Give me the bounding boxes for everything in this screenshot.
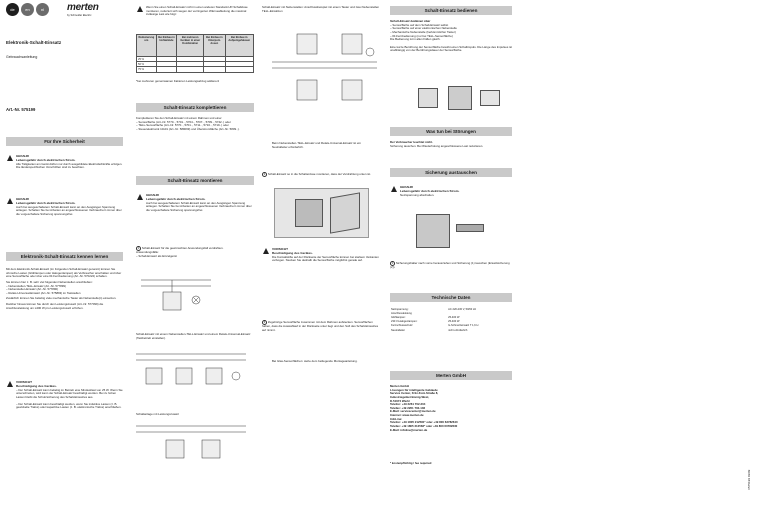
list-item: – Mechanische Nebenstelle (herkömmlicher Taster) — [390, 31, 512, 35]
company-address — [390, 385, 512, 432]
brand-sub: by Schneider Electric — [67, 13, 92, 17]
step-text: Schalt-Einsatz für die gewünschten Anwendungsfall verdrahten. — [141, 246, 224, 250]
danger-subtitle: Lebensgefahr durch elektrischen Strom. — [16, 200, 76, 205]
brand-name: merten — [67, 2, 99, 13]
tech-label: Neutralleiter — [391, 328, 405, 332]
danger-text: Netzspannung abschalten. — [400, 192, 435, 197]
complete-section — [136, 117, 254, 132]
danger-subtitle: Lebensgefahr durch elektrischen Strom. — [400, 188, 460, 193]
tech-heading: Technische Daten — [390, 293, 512, 302]
table-cell — [225, 67, 253, 72]
table-row — [137, 67, 254, 72]
side-code: V575199 03/09 — [747, 469, 751, 490]
step-text: Zugehörige Sensorfläche zusammen mit dem Rahmen aufstecken. Sensorflächen haben, dass die Auswahlauf in der Rückseite unter liegt und den Soft des Schalt-Einsatzes auf nimmt. — [262, 320, 379, 332]
step-2 — [136, 333, 254, 340]
table-cell — [156, 67, 177, 72]
danger-title: GEFAHR — [400, 185, 413, 189]
step-subtext: Anwendungsfälle: — [136, 250, 159, 254]
step-text: Schalt-Einsatz so in die Schalterdose montieren, dass der Verdrahtung unten ist. — [267, 172, 371, 176]
caution-notice — [6, 381, 123, 410]
mount-danger-notice — [136, 194, 254, 213]
tech-value: nicht erforderlich — [448, 328, 468, 332]
operate-list — [390, 24, 512, 39]
fault-section — [390, 141, 512, 148]
danger-text: Auch bei ausgeschaltetem Schalt-Einsatz kann an den Ausgängen Spannung anliegen. Schalten Sie bei Arbeiten an angeschlossenen Verbrauchern immer über die vorgeschaltete Sicherung spannungsfrei. — [16, 204, 122, 216]
danger-subtitle: Lebensgefahr durch elektrischen Strom. — [146, 196, 206, 201]
tech-value: 25-400 W — [448, 315, 460, 319]
danger-notice-1 — [6, 155, 123, 170]
know-list — [6, 285, 123, 296]
danger-text: Auch bei ausgeschaltetem Schalt-Einsatz kann an den Ausgängen Spannung anliegen. Schalten Sie bei Arbeiten an angeschlossenen Verbrauchern immer über die vorgeschaltete Sicherung spannungsfrei. — [146, 200, 252, 212]
tech-table — [390, 307, 512, 332]
caution-notice-col3 — [262, 248, 382, 263]
list-item: – Relais-Universal-Einsatz (Art.-Nr. 575893) im Taststellen — [6, 292, 123, 296]
caution-list — [16, 389, 123, 410]
wiring-diagram-power-boost — [136, 422, 254, 472]
tech-label: 230 V-Halogenlampen: — [391, 320, 418, 324]
know-section — [6, 268, 123, 310]
list-item: – IR-Fernbedienung (nur bei TELL-Sensorfläche) — [390, 35, 512, 39]
wiring-diagram-extension — [136, 350, 254, 400]
mounting-illustration — [274, 188, 369, 238]
address-line: D-51674 Wiehl — [390, 398, 410, 403]
step-number-icon: 1 — [391, 262, 394, 265]
page-title: Elektronik-Schalt-Einsatz — [6, 40, 62, 45]
neutral-note: Beim Nebenstellen-TELL-Einsatz und Relais-Universal-Einsatz ist ein Neutralleiter erforderlich. — [272, 141, 361, 149]
glass-note: Bei Glas-Sensorflächen: siehe dem beiliegende Montageanleitung. — [272, 359, 358, 363]
operate-subtitle: Schalt-Einsatz bedienen über — [390, 19, 431, 23]
warning-icon — [7, 198, 13, 204]
fuse-illustration — [408, 212, 493, 252]
operate-heading: Schalt-Einsatz bedienen — [390, 6, 512, 15]
fee-footnote: * kostenpflichtig / fee required — [390, 461, 432, 465]
address-line: Telefon: +49 1805 212581* oder +49 800 63782640 — [390, 420, 458, 425]
list-item: – Nebenstellen-Einsatz (Art.-Nr. 577890) — [6, 288, 123, 292]
step-text: Sicherungshalter nach vorne herausziehen und Sicherung (1) tauschen (Ersatzsicherung (2)). — [390, 261, 510, 269]
tech-value: G-Schmelzeinsatz T 1,6 H — [448, 324, 479, 328]
step-number-icon: 2 — [263, 173, 266, 176]
address-line: E-Mail: infoline@merten.de — [390, 427, 428, 432]
address-line: InfoLine: — [390, 416, 403, 421]
step-number-icon: 3 — [263, 321, 266, 324]
wiring-diagram-tell — [262, 22, 382, 112]
table-row — [390, 328, 512, 332]
list-item: – Der Schalt-Einsatz kann beliebig im Betrieb eine Mindestlast von 25 W. Wenn Sie unterschreiten, wird kann der Schalt-Einsatz beschädigt werden. Bei zu hohen Lasten bleibt die Schutzsicherung des Schalt-Einsatzes aus. — [16, 389, 123, 400]
danger-text: Alle Tätigkeiten am Gerät dürfen nur durch ausgebildete Elektrofachkräfte erfolgen. Die länderspezifischen Vorschriften sind zu beachten. — [16, 161, 123, 170]
list-item: – Sensorfläche auf dem Schalt-Einsatz selbst — [390, 24, 512, 28]
address-line: Telefax: +49 1805 212582* oder +49 800 63782630 — [390, 423, 458, 428]
step-text: Schalt-Einsatz mit Nebenstellen: Anschlussbeispiel mit einem Taster und zwei Nebenstellen TELL-Einsätzen — [262, 5, 380, 13]
fault-heading: Was tun bei Störungen — [390, 127, 512, 136]
table-cell — [177, 67, 204, 72]
list-item: – Schalt-Einsatz als Einzelgerät — [136, 255, 254, 259]
table-cell: 75 % — [137, 67, 157, 72]
column-header: Bei mehreren Geräten in einer Kombination — [177, 35, 204, 57]
fuse-heading: Sicherung austauschen — [390, 168, 512, 177]
know-text-1: Mit dem Elektronik-Schalt-Einsatz (im Folgenden Schalt-Einsatz genannt) können Sie ohmsche Lasten (Glühlampen oder Halogenlampen) als Verbraucher anschalten und über eine Sensorfläche oder über eine IR-Fernbedienung (Art.-Nr. 570222) schalten. — [6, 267, 122, 279]
danger-notice-2 — [6, 198, 123, 217]
column-header: Reduzierung um — [137, 35, 157, 57]
danger-title: GEFAHR — [146, 193, 159, 197]
company-heading: Merten GmbH — [390, 371, 512, 380]
list-item: – TELL-Sensorfläche (Art.-Nr. 5770.., 5701.., 5711.., 5716.., 5719..) oder — [136, 124, 254, 128]
address-line: Service Center, Fritz-Kotz-Straße 8, — [390, 391, 439, 396]
table-header-row — [137, 35, 254, 57]
step-3 — [136, 413, 254, 417]
table-cell — [204, 67, 225, 72]
list-item: – Sensorfläche auf einer elektronischen Nebenstelle — [390, 27, 512, 31]
caution-subtitle: Beschädigung des Gerätes. — [16, 383, 57, 388]
intro-text: Wenn Sie einen Schalt-Einsatz nicht in einen anderen Standard-UP-Schaltdose montieren, reduziert sich wegen der verringerten Wärmeableitung die maximal zulässige Last wie folgt: — [146, 5, 248, 17]
operate-text: Eine kurze Berührung der Sensorfläche bewirkt einen Schaltimpuls. Die Länge des Impulses ist unabhängig von der Berührungsdauer der Sensorfläche. — [390, 44, 512, 53]
caution-title: VORSICHT — [16, 380, 32, 384]
complete-list — [136, 121, 254, 132]
warning-icon — [7, 381, 13, 387]
caution-text: Die Kontaktstifte auf der Rückseite der Sensorfläche können bei starkem Verkanten verbogen. Stecken Sie deshalb die Sensorfläche möglichst gerade auf. — [272, 254, 379, 263]
list-item: – Der Schalt-Einsatz kann beschädigt werden, wenn Sie induktive Lasten (z. B. gewickelte Trafos) oder kapazitive Lasten (z. B. elektronische Trafos) anschließen. — [16, 403, 123, 410]
list-item: – Nebenstellen-TELL-Einsatz (Art.-Nr. 577899) — [6, 285, 123, 289]
column-1 — [6, 0, 123, 513]
tech-label: Kurzschlussschutz: — [391, 324, 414, 328]
warning-icon — [137, 194, 143, 200]
warning-icon — [7, 155, 13, 161]
fuse-danger-notice — [390, 186, 512, 197]
tech-label: Netzspannung: — [391, 307, 409, 311]
caution-subtitle: Beschädigung des Gerätes. — [272, 250, 313, 255]
table-cell: 50 % — [137, 62, 157, 67]
tech-value: AC 220-230 V, 50/60 Hz — [448, 307, 477, 311]
know-heading: Elektronik-Schalt-Einsatz kennen lernen — [6, 252, 123, 261]
list-item: – Sensorfläche (Art.-Nr. 5770.., 5701.., 5704.., 5707.., 5709.., 5742..) oder — [136, 121, 254, 125]
address-line: E-Mail: servicecenter@merten.de — [390, 409, 436, 414]
language-switcher — [6, 3, 51, 16]
complete-text: Komplettieren Sie den Schalt-Einsatz mit einem Rahmen und einer — [136, 116, 222, 120]
column-header: Bei Einbau in Hohlwände — [156, 35, 177, 57]
table-footnote: *bei mehreren gemeinsamen Faktoren Leistungsabzug addieren! — [136, 79, 220, 83]
danger-title: GEFAHR — [16, 154, 29, 158]
column-2 — [136, 0, 254, 513]
danger-subtitle: Lebensgefahr durch elektrischen Strom. — [16, 157, 76, 162]
address-line: Industriegebiet Bomig-West, — [390, 394, 430, 399]
mount-heading: Schalt-Einsatz montieren — [136, 176, 254, 185]
list-item: – Steuerelektronik 10x01 (Art.-Nr. 589099) und Überstromfläche (Art.-Nr. 5809..). — [136, 128, 254, 132]
column-header: Bei Einbau in Unterputz-dosen — [204, 35, 225, 57]
brand-logo — [67, 2, 117, 17]
tech-label: Anschlussleistung — [391, 311, 412, 315]
warning-icon — [391, 186, 397, 192]
warning-icon — [263, 248, 269, 254]
address-line: Internet: www.merten.de — [390, 413, 424, 417]
step-text: Schalt-Einsatz mit einem Nebenstellen-TELL-Einsatz und einem Relais-Universal-Einsatz (Tastbetrieb einstellen). — [136, 332, 251, 340]
column-header: Bei Einbau in Aufputzgehäusen — [225, 35, 253, 57]
lang-de-button[interactable]: de — [6, 3, 19, 16]
know-text-2: Sie können hier z. B. sehr viel folgenden Nebenstellen anschließen: — [6, 279, 93, 284]
fault-text: Sicherung tauschen. Bei Wiederholung angeschlossene Last reduzieren. — [390, 143, 484, 148]
operate-note: Die Bedienung ist in allen Fällen gleich. — [390, 37, 441, 42]
warning-icon — [137, 6, 143, 12]
complete-heading: Schalt-Einsatz komplettieren — [136, 103, 254, 112]
address-line: Merten GmbH — [390, 384, 409, 388]
column-4 — [390, 0, 512, 513]
reduction-table — [136, 34, 254, 73]
step-text: Schaltanlage mit Leistungszusatz — [136, 412, 179, 416]
step-number-icon: 1 — [137, 247, 140, 250]
wiring-diagram-single — [141, 276, 221, 316]
address-line: Telefax: +49 2261 702-136 — [390, 405, 426, 410]
tech-value: 25-400 W — [448, 320, 460, 324]
table-cell: 25 % — [137, 57, 157, 62]
lang-nl-button[interactable]: nl — [36, 3, 49, 16]
caution-title: VORSICHT — [272, 247, 288, 251]
operate-section — [390, 20, 512, 53]
know-text-3: Zusätzlich können Sie beliebig viele mechanische Taster als Nebenstelle(n) einsetzen. — [6, 296, 117, 301]
lang-en-button[interactable]: en — [21, 3, 34, 16]
page-subtitle: Gebrauchsanleitung — [6, 55, 38, 59]
know-text-4: Darüber hinaus können Sie durch den Leistungszusatz (Art.-Nr. 577099) die Anschlussleistung um ≥400 W pro Leistungszusatz erhöhen. — [6, 302, 104, 310]
step-cover — [262, 320, 382, 332]
reduction-intro — [136, 6, 254, 17]
step-1 — [136, 246, 254, 258]
danger-title: GEFAHR — [16, 197, 29, 201]
address-line: Lösungen für intelligente Gebäude — [390, 387, 438, 392]
column-3 — [262, 0, 382, 513]
step-mount — [262, 172, 382, 177]
fuse-step — [390, 261, 512, 270]
operate-illustration — [418, 82, 508, 114]
article-number: Art.-Nr. 575199 — [6, 107, 36, 112]
tech-label: Glühlampen: — [391, 315, 406, 319]
fault-subtitle: Der Verbraucher leuchtet nicht. — [390, 140, 433, 144]
safety-heading: Für Ihre Sicherheit — [6, 137, 123, 146]
address-line: Telefon: +49 2261 702-204 — [390, 402, 426, 407]
